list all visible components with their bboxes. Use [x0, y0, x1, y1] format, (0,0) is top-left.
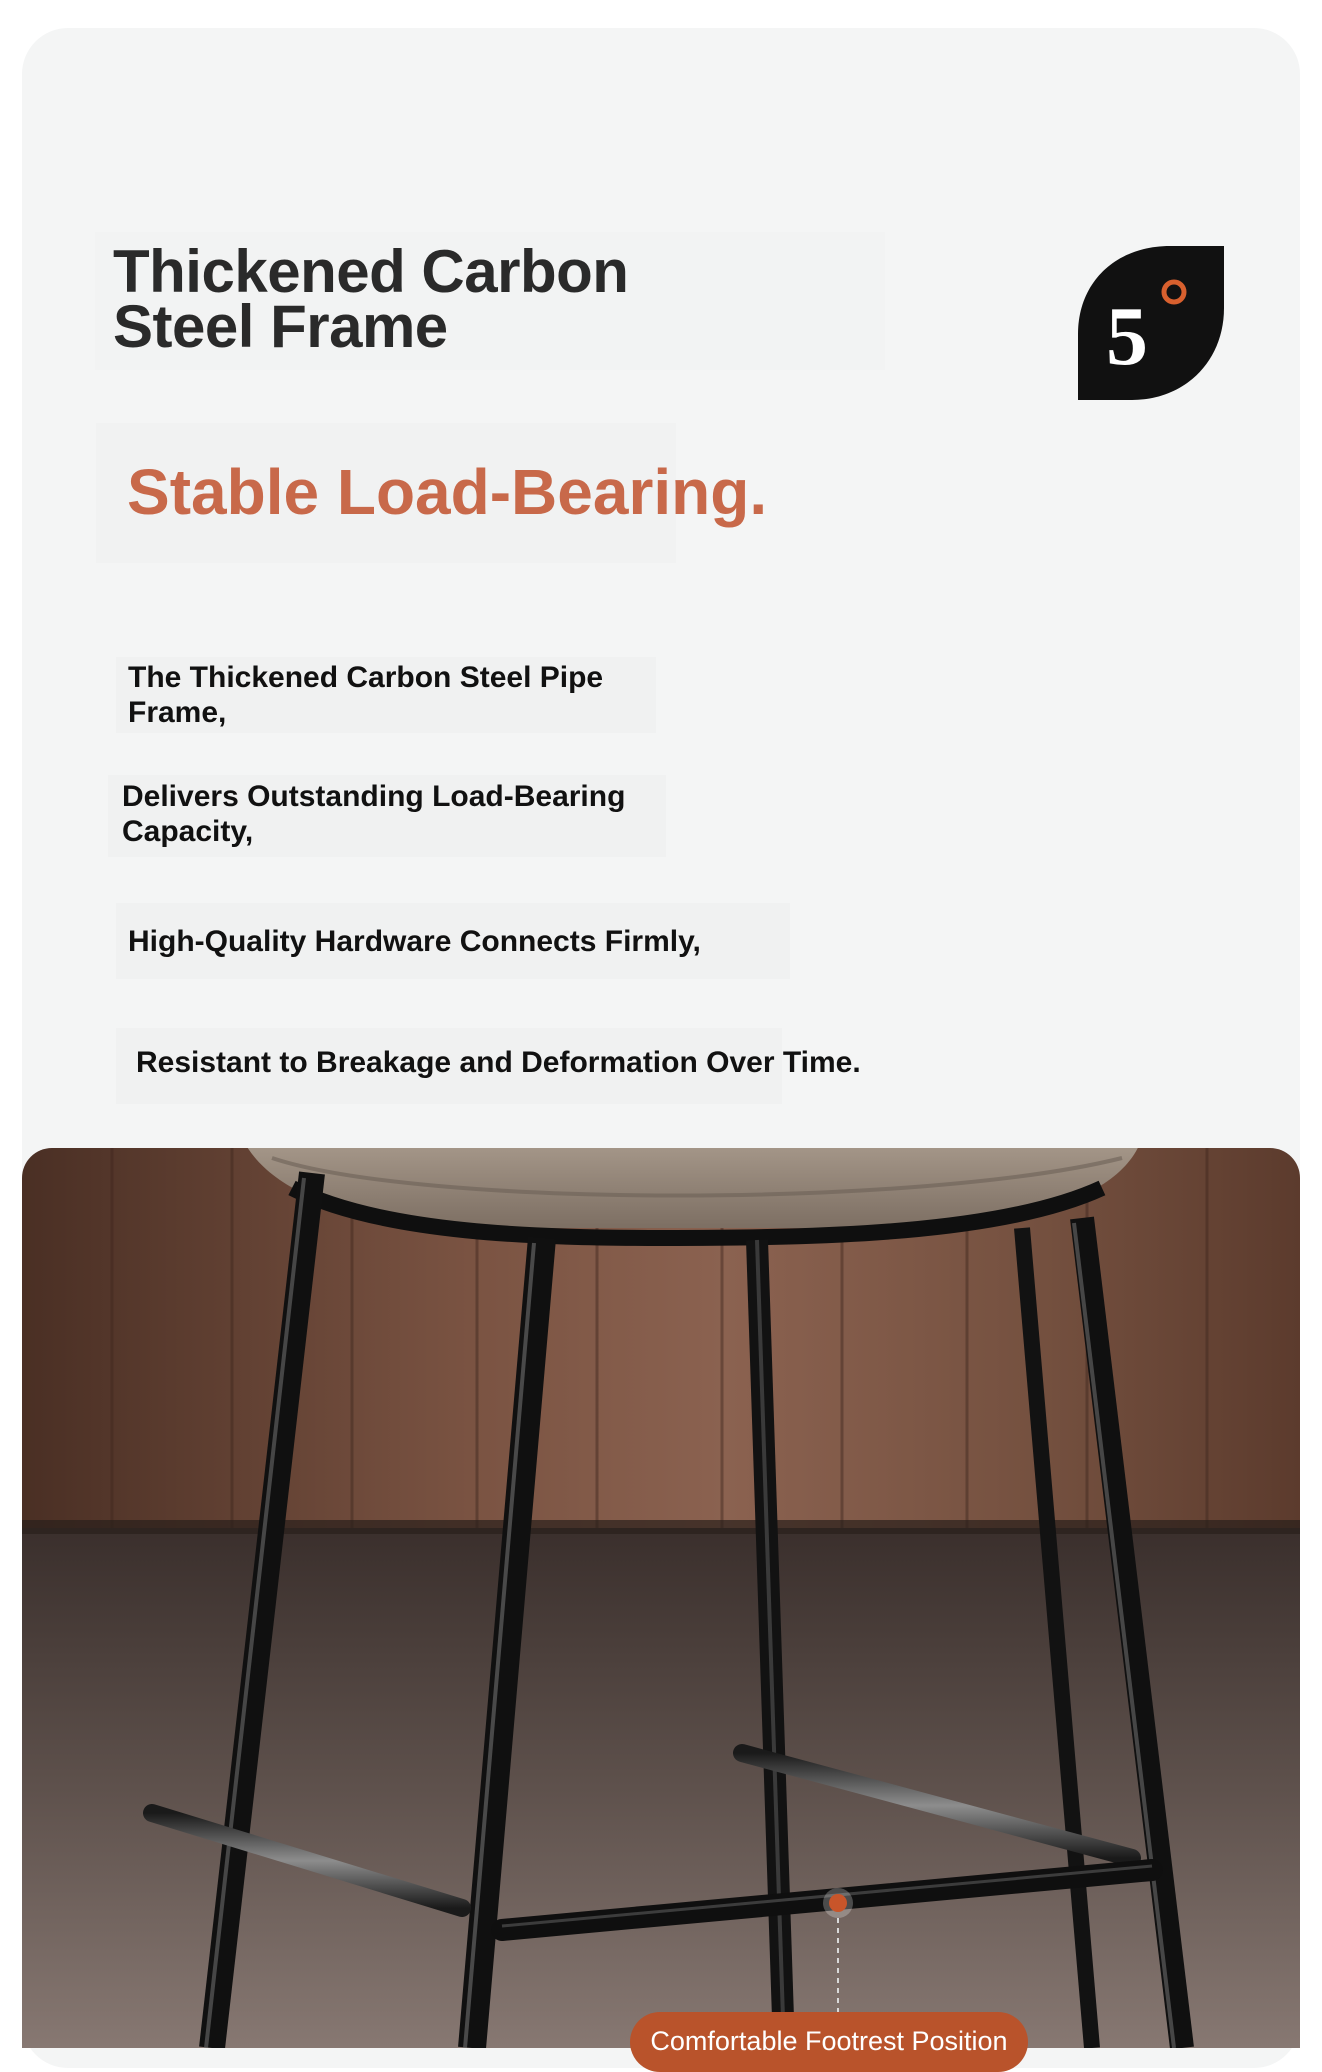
- callout-dot-icon: [829, 1894, 847, 1912]
- leaf-badge-icon: [1078, 246, 1224, 400]
- title-line-2: Steel Frame: [113, 293, 448, 360]
- stool-frame-photo: [22, 1148, 1300, 2048]
- feature-1-line-2: Frame,: [128, 696, 227, 729]
- feature-4-line-1: Resistant to Breakage and Deformation Over Time.: [136, 1046, 861, 1079]
- page-title: [113, 238, 629, 360]
- feature-2-line-1: Delivers Outstanding Load-Bearing: [122, 780, 626, 813]
- feature-4: [136, 1045, 861, 1080]
- title-line-1: Thickened Carbon: [113, 238, 629, 305]
- subtitle: Stable Load-Bearing.: [127, 456, 768, 528]
- feature-3-line-1: High-Quality Hardware Connects Firmly,: [128, 925, 701, 958]
- footrest-callout-label: Comfortable Footrest Position: [630, 2012, 1028, 2072]
- feature-number-badge: [1078, 246, 1224, 400]
- bar-stool-illustration: [22, 1148, 1300, 2048]
- feature-2-line-2: Capacity,: [122, 815, 254, 848]
- feature-1: [128, 660, 603, 730]
- feature-1-line-1: The Thickened Carbon Steel Pipe: [128, 661, 604, 694]
- feature-2: [122, 779, 625, 849]
- badge-number: 5: [1106, 290, 1148, 383]
- feature-3: [128, 924, 701, 959]
